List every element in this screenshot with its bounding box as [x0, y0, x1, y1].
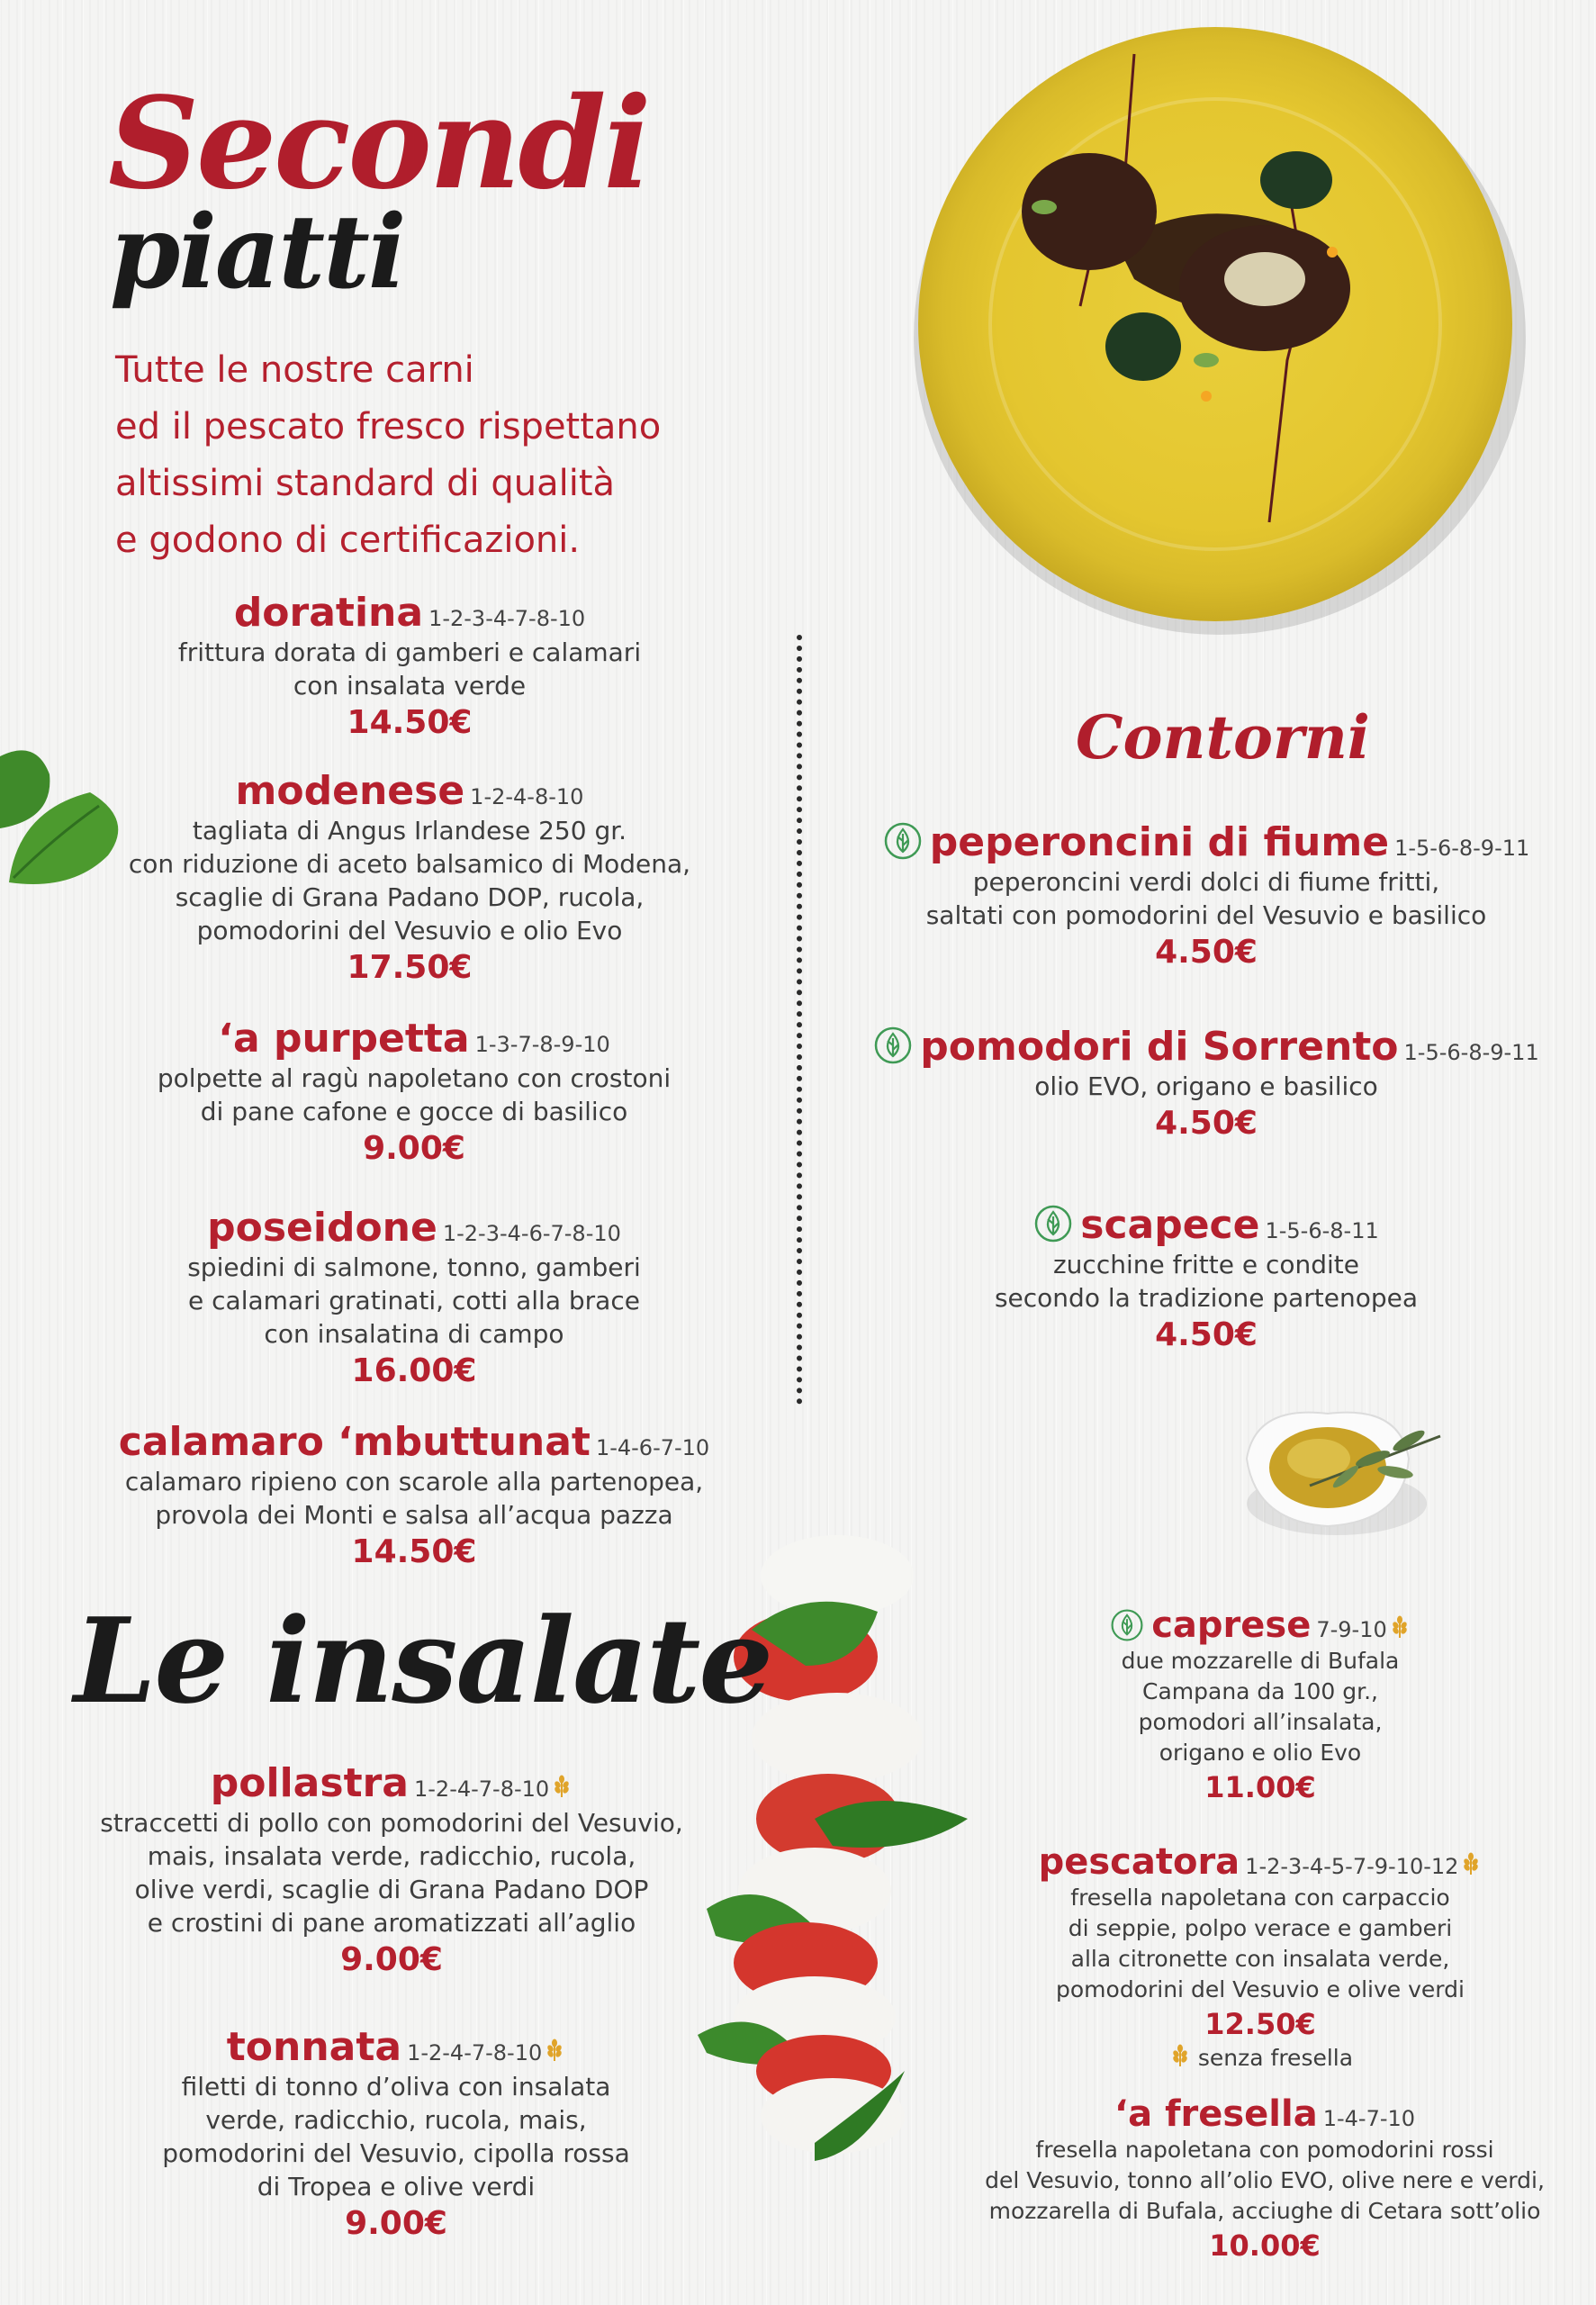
wheat-icon — [1460, 1852, 1482, 1876]
item-price: 14.50€ — [347, 704, 473, 741]
allergen-codes: 7-9-10 — [1316, 1617, 1387, 1642]
wheat-icon — [551, 1775, 573, 1798]
menu-item-caprese — [1089, 1604, 1431, 1806]
item-price: 12.50€ — [1204, 2007, 1316, 2041]
item-description: olio EVO, origano e basilico — [1034, 1071, 1378, 1101]
item-name: tonnata — [226, 2024, 402, 2070]
item-description: fresella napoletana con pomodorini rossi del Vesuvio, tonno all’olio EVO, olive nere e verdi, mozzarella di Bufala, acciughe di Cetara sott’olio — [985, 2137, 1545, 2224]
leaf-icon — [1033, 1204, 1073, 1243]
item-description: peperoncini verdi dolci di fiume fritti, saltati con pomodorini del Vesuvio e basilico — [925, 867, 1487, 930]
menu-item-calamaro-mbuttunat — [99, 1419, 729, 1573]
allergen-codes: 1-5-6-8-9-11 — [1394, 836, 1530, 861]
section-title-contorni: Contorni — [1076, 702, 1370, 773]
menu-item-doratina — [117, 590, 702, 744]
leaf-icon — [1110, 1608, 1144, 1642]
item-price: 9.00€ — [363, 1130, 465, 1167]
item-name: ‘a fresella — [1114, 2093, 1318, 2135]
menu-item-pomodori-di-sorrento — [855, 1024, 1557, 1144]
menu-item-a-purpetta — [108, 1016, 720, 1170]
item-name: pescatora — [1038, 1841, 1240, 1883]
item-name: peperoncini di fiume — [929, 819, 1390, 865]
leaf-icon — [873, 1026, 913, 1065]
item-name: modenese — [235, 768, 465, 814]
section-title-insalate: Le insalate — [74, 1592, 772, 1730]
menu-item-scapece — [900, 1202, 1512, 1356]
item-price: 9.00€ — [340, 1941, 443, 1978]
allergen-codes: 1-3-7-8-9-10 — [474, 1032, 610, 1057]
allergen-codes: 1-2-4-7-8-10 — [407, 2040, 543, 2065]
leaf-icon — [883, 821, 923, 861]
olive-oil-bowl-illustration — [1238, 1405, 1445, 1540]
allergen-codes: 1-4-6-7-10 — [595, 1435, 710, 1460]
section-subtitle-piatti: piatti — [110, 194, 405, 312]
item-name: pomodori di Sorrento — [920, 1024, 1399, 1070]
item-price: 17.50€ — [347, 949, 473, 986]
allergen-codes: 1-2-3-4-6-7-8-10 — [442, 1221, 621, 1246]
item-description: fresella napoletana con carpaccio di seppie, polpo verace e gamberi alla citronette con insalata verde, pomodorini del Vesuvio e olive verdi — [1056, 1885, 1465, 2002]
item-name: poseidone — [207, 1205, 437, 1251]
menu-item-a-fresella — [963, 2093, 1566, 2264]
item-description: tagliata di Angus Irlandese 250 gr. con riduzione di aceto balsamico di Modena, scaglie di Grana Padano DOP, rucola, pomodorini del Vesuvio e olio Evo — [128, 816, 691, 945]
allergen-codes: 1-5-6-8-9-11 — [1403, 1040, 1539, 1065]
item-name: caprese — [1151, 1604, 1312, 1646]
column-divider — [797, 635, 802, 1405]
item-name: doratina — [233, 590, 424, 636]
item-description: spiedini di salmone, tonno, gamberi e calamari gratinati, cotti alla brace con insalatina di campo — [187, 1252, 641, 1349]
allergen-codes: 1-2-3-4-7-8-10 — [428, 606, 586, 631]
allergen-codes: 1-2-4-7-8-10 — [414, 1776, 550, 1802]
item-price: 16.00€ — [351, 1352, 477, 1389]
item-price: 14.50€ — [351, 1533, 477, 1570]
item-description: filetti di tonno d’oliva con insalata verde, radicchio, rucola, mais, pomodorini del Vesuvio, cipolla rossa di Tropea e olive verdi — [162, 2072, 630, 2201]
menu-item-tonnata — [99, 2024, 693, 2245]
item-price: 4.50€ — [1155, 934, 1258, 971]
allergen-codes: 1-4-7-10 — [1322, 2106, 1416, 2131]
item-description: straccetti di pollo con pomodorini del Vesuvio, mais, insalata verde, radicchio, rucola, olive verdi, scaglie di Grana Padano DOP e crostini di pane aromatizzati all’aglio — [100, 1808, 683, 1938]
item-description: zucchine fritte e condite secondo la tradizione partenopea — [994, 1250, 1419, 1313]
allergen-codes: 1-2-3-4-5-7-9-10-12 — [1245, 1854, 1459, 1879]
menu-item-pescatora — [1017, 1841, 1503, 2074]
item-name: calamaro ‘mbuttunat — [118, 1419, 591, 1465]
menu-item-pollastra — [72, 1760, 711, 1981]
wheat-icon — [1389, 1615, 1411, 1639]
item-description: polpette al ragù napoletano con crostoni di pane cafone e gocce di basilico — [157, 1063, 672, 1126]
section-title-secondi: Secondi — [108, 70, 649, 218]
wheat-icon — [544, 2038, 565, 2062]
item-note-text: senza fresella — [1197, 2045, 1354, 2071]
item-name: pollastra — [210, 1760, 409, 1806]
item-price: 4.50€ — [1155, 1316, 1258, 1353]
allergen-codes: 1-5-6-8-11 — [1265, 1218, 1379, 1243]
item-price: 11.00€ — [1204, 1770, 1316, 1804]
item-description: calamaro ripieno con scarole alla partenopea, provola dei Monti e salsa all’acqua pazza — [124, 1467, 704, 1530]
intro-text: Tutte le nostre carni ed il pescato fresco rispettano altissimi standard di qualità e godono di certificazioni. — [115, 349, 662, 561]
item-note — [1017, 2043, 1503, 2074]
item-description: due mozzarelle di Bufala Campana da 100 gr., pomodori all’insalata, origano e olio Evo — [1121, 1648, 1400, 1766]
item-price: 4.50€ — [1155, 1105, 1258, 1142]
item-name: ‘a purpetta — [218, 1016, 470, 1062]
item-price: 9.00€ — [345, 2205, 447, 2242]
menu-item-peperoncini-di-fiume — [864, 819, 1548, 973]
allergen-codes: 1-2-4-8-10 — [470, 784, 584, 809]
item-description: frittura dorata di gamberi e calamari con insalata verde — [177, 637, 642, 701]
menu-item-modenese — [99, 768, 720, 989]
item-price: 10.00€ — [1209, 2228, 1321, 2263]
item-name: scapece — [1080, 1202, 1260, 1248]
menu-item-poseidone — [108, 1205, 720, 1392]
plate-illustration — [909, 18, 1530, 639]
wheat-icon — [1169, 2044, 1191, 2067]
